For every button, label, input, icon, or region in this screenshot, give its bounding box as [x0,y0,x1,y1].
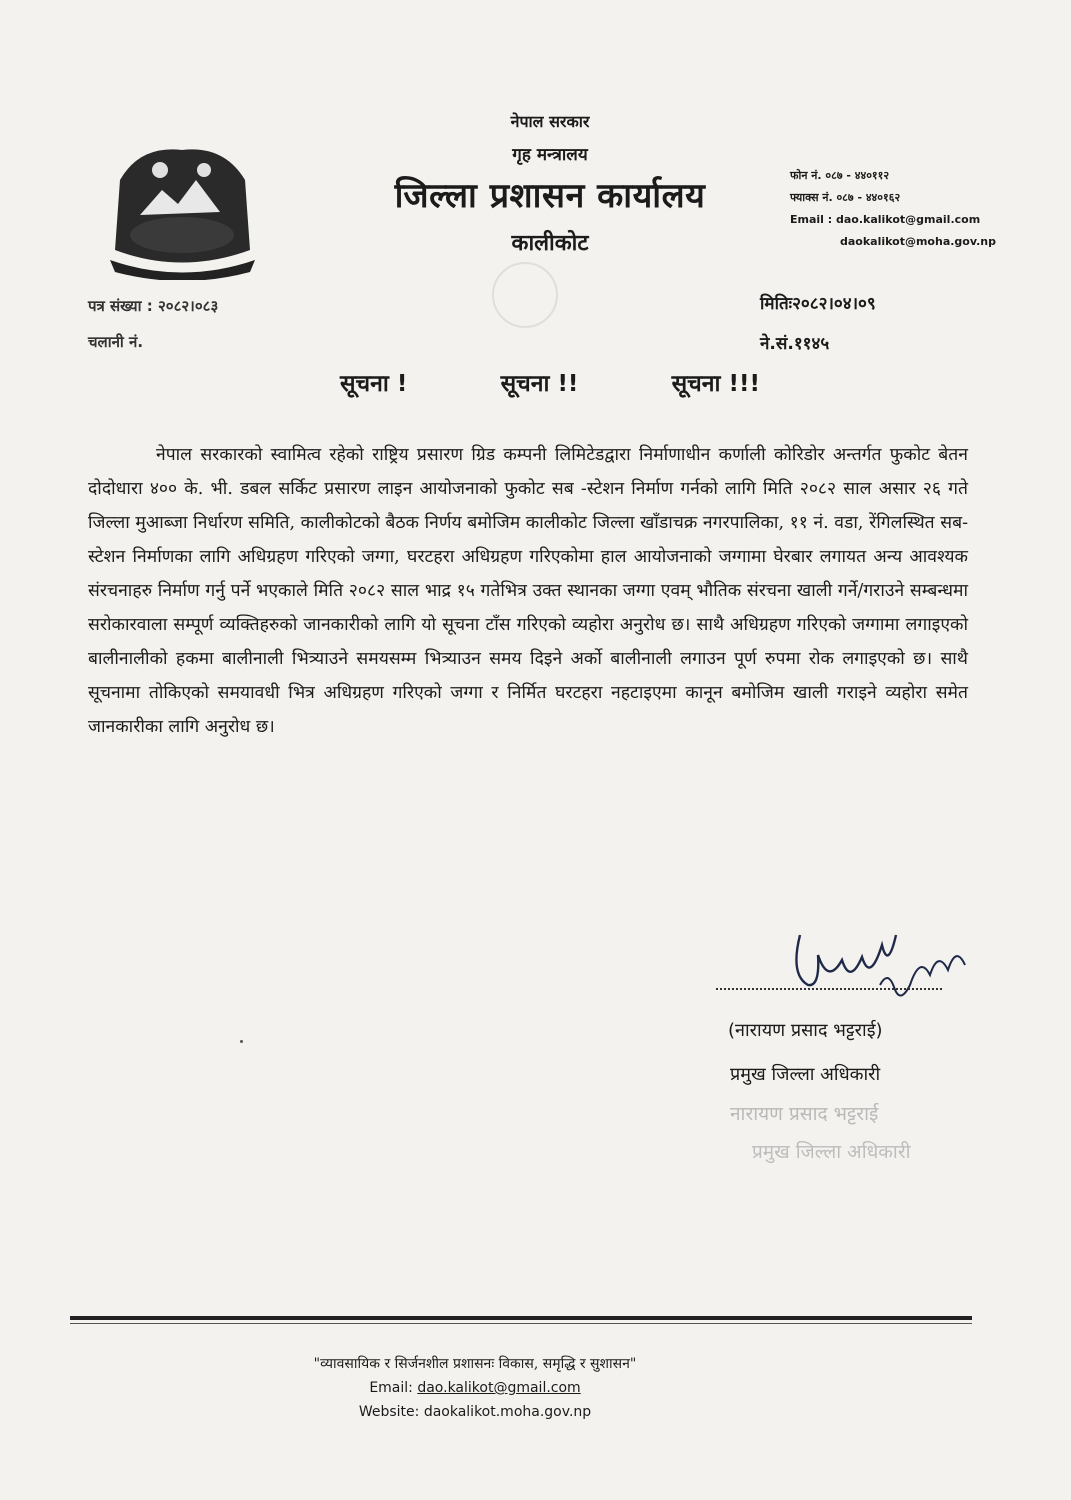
ink-speck [240,1040,243,1043]
signatory-name: (नारायण प्रसाद भट्टराई) [728,1020,883,1041]
footer-website[interactable]: Website: daokalikot.moha.gov.np [358,1404,592,1420]
stamp-name: नारायण प्रसाद भट्टराई [730,1103,879,1125]
footer-motto: "व्यावसायिक र सिर्जनशील प्रशासनः विकास, समृद्धि र सुशासन" [313,1356,637,1372]
signature-line [716,988,942,990]
dispatch-number: चलानी नं. [88,333,144,351]
office-name: जिल्ला प्रशासन कार्यालय [394,176,706,216]
notice-headings [340,366,760,398]
signatory-title: प्रमुख जिल्ला अधिकारी [730,1064,881,1085]
letterhead [300,110,800,257]
ministry-name: गृह मन्त्रालय [512,145,588,165]
notice-heading-1: सूचना ! [340,371,408,397]
email-address: Email : dao.kalikot@gmail.com [790,213,981,226]
contact-block [790,165,996,253]
signature-icon [770,915,980,1015]
stamp-title: प्रमुख जिल्ला अधिकारी [752,1141,911,1163]
nepal-emblem-icon [100,140,265,280]
footer-email-label: Email: [369,1380,418,1396]
fax-number: फ्याक्स नं. ०८७ - ४४०१६२ [790,191,901,204]
government-name: नेपाल सरकार [510,112,590,131]
nepal-era-date: ने.सं.११४५ [760,334,830,354]
letter-meta-right [760,284,876,364]
notice-body: नेपाल सरकारको स्वामित्व रहेको राष्ट्रिय प्रसारण ग्रिड कम्पनी लिमिटेडद्वारा निर्माणाधीन कर्णाली कोरिडोर अन्तर्गत फुकोट बेतन दोदोधारा ४०० के. भी. डबल सर्किट प्रसारण लाइन आयोजनाको फुकोट सब -स्टेशन निर्माण गर्नको लागि मिति २०८२ साल असार २६ गते जिल्ला मुआब्जा निर्धारण समिति, कालीकोटको बैठक निर्णय बमोजिम कालीकोट जिल्ला खाँडाचक्र नगरपालिका, ११ नं. वडा, रेंगिलस्थित सब-स्टेशन निर्माणका लागि अधिग्रहण गरिएको जग्गा, घरटहरा अधिग्रहण गरिएकोमा हाल आयोजनाको जग्गामा घेरबार लगायत अन्य आवश्यक संरचनाहरु निर्माण गर्नु पर्ने भएकाले मिति २०८२ साल भाद्र १५ गतेभित्र उक्त स्थानका जग्गा एवम् भौतिक संरचना खाली गर्ने/गराउने सम्बन्धमा सरोकारवाला सम्पूर्ण व्यक्तिहरुको जानकारीको लागि यो सूचना टाँस गरिएको व्यहोरा अनुरोध छ। साथै अधिग्रहण गरिएको जग्गामा लगाइएको बालीनालीको हकमा बालीनाली भित्र्याउने समयसम्म भित्र्याउन समय दिइने अर्को बालीनाली लगाउन पूर्ण रुपमा रोक लगाइएको छ। साथै सूचनामा तोकिएको समयावधी भित्र अधिग्रहण गरिएको जग्गा र निर्मित घरटहरा नहटाइएमा कानून बमोजिम खाली गराइने व्यहोरा समेत जानकारीका लागि अनुरोध छ। [88,445,968,737]
notice-heading-3: सूचना !!! [671,371,760,397]
phone-number: फोन नं. ०८७ - ४४०११२ [790,169,890,182]
letter-meta-left [88,288,218,360]
footer-rule [70,1316,972,1320]
footer-email-line [150,1376,800,1400]
footer [150,1352,800,1424]
footer-rule-thin [70,1323,972,1324]
footer-email-link[interactable]: dao.kalikot@gmail.com [417,1380,581,1396]
faded-stamp-icon [480,260,570,330]
email-address-secondary: daokalikot@moha.gov.np [840,235,997,248]
letter-date: मितिः२०८२।०४।०९ [760,294,876,314]
letter-number: पत्र संख्या : २०८२।०८३ [88,297,219,315]
notice-heading-2: सूचना !! [500,371,579,397]
district-name: कालीकोट [511,231,589,256]
